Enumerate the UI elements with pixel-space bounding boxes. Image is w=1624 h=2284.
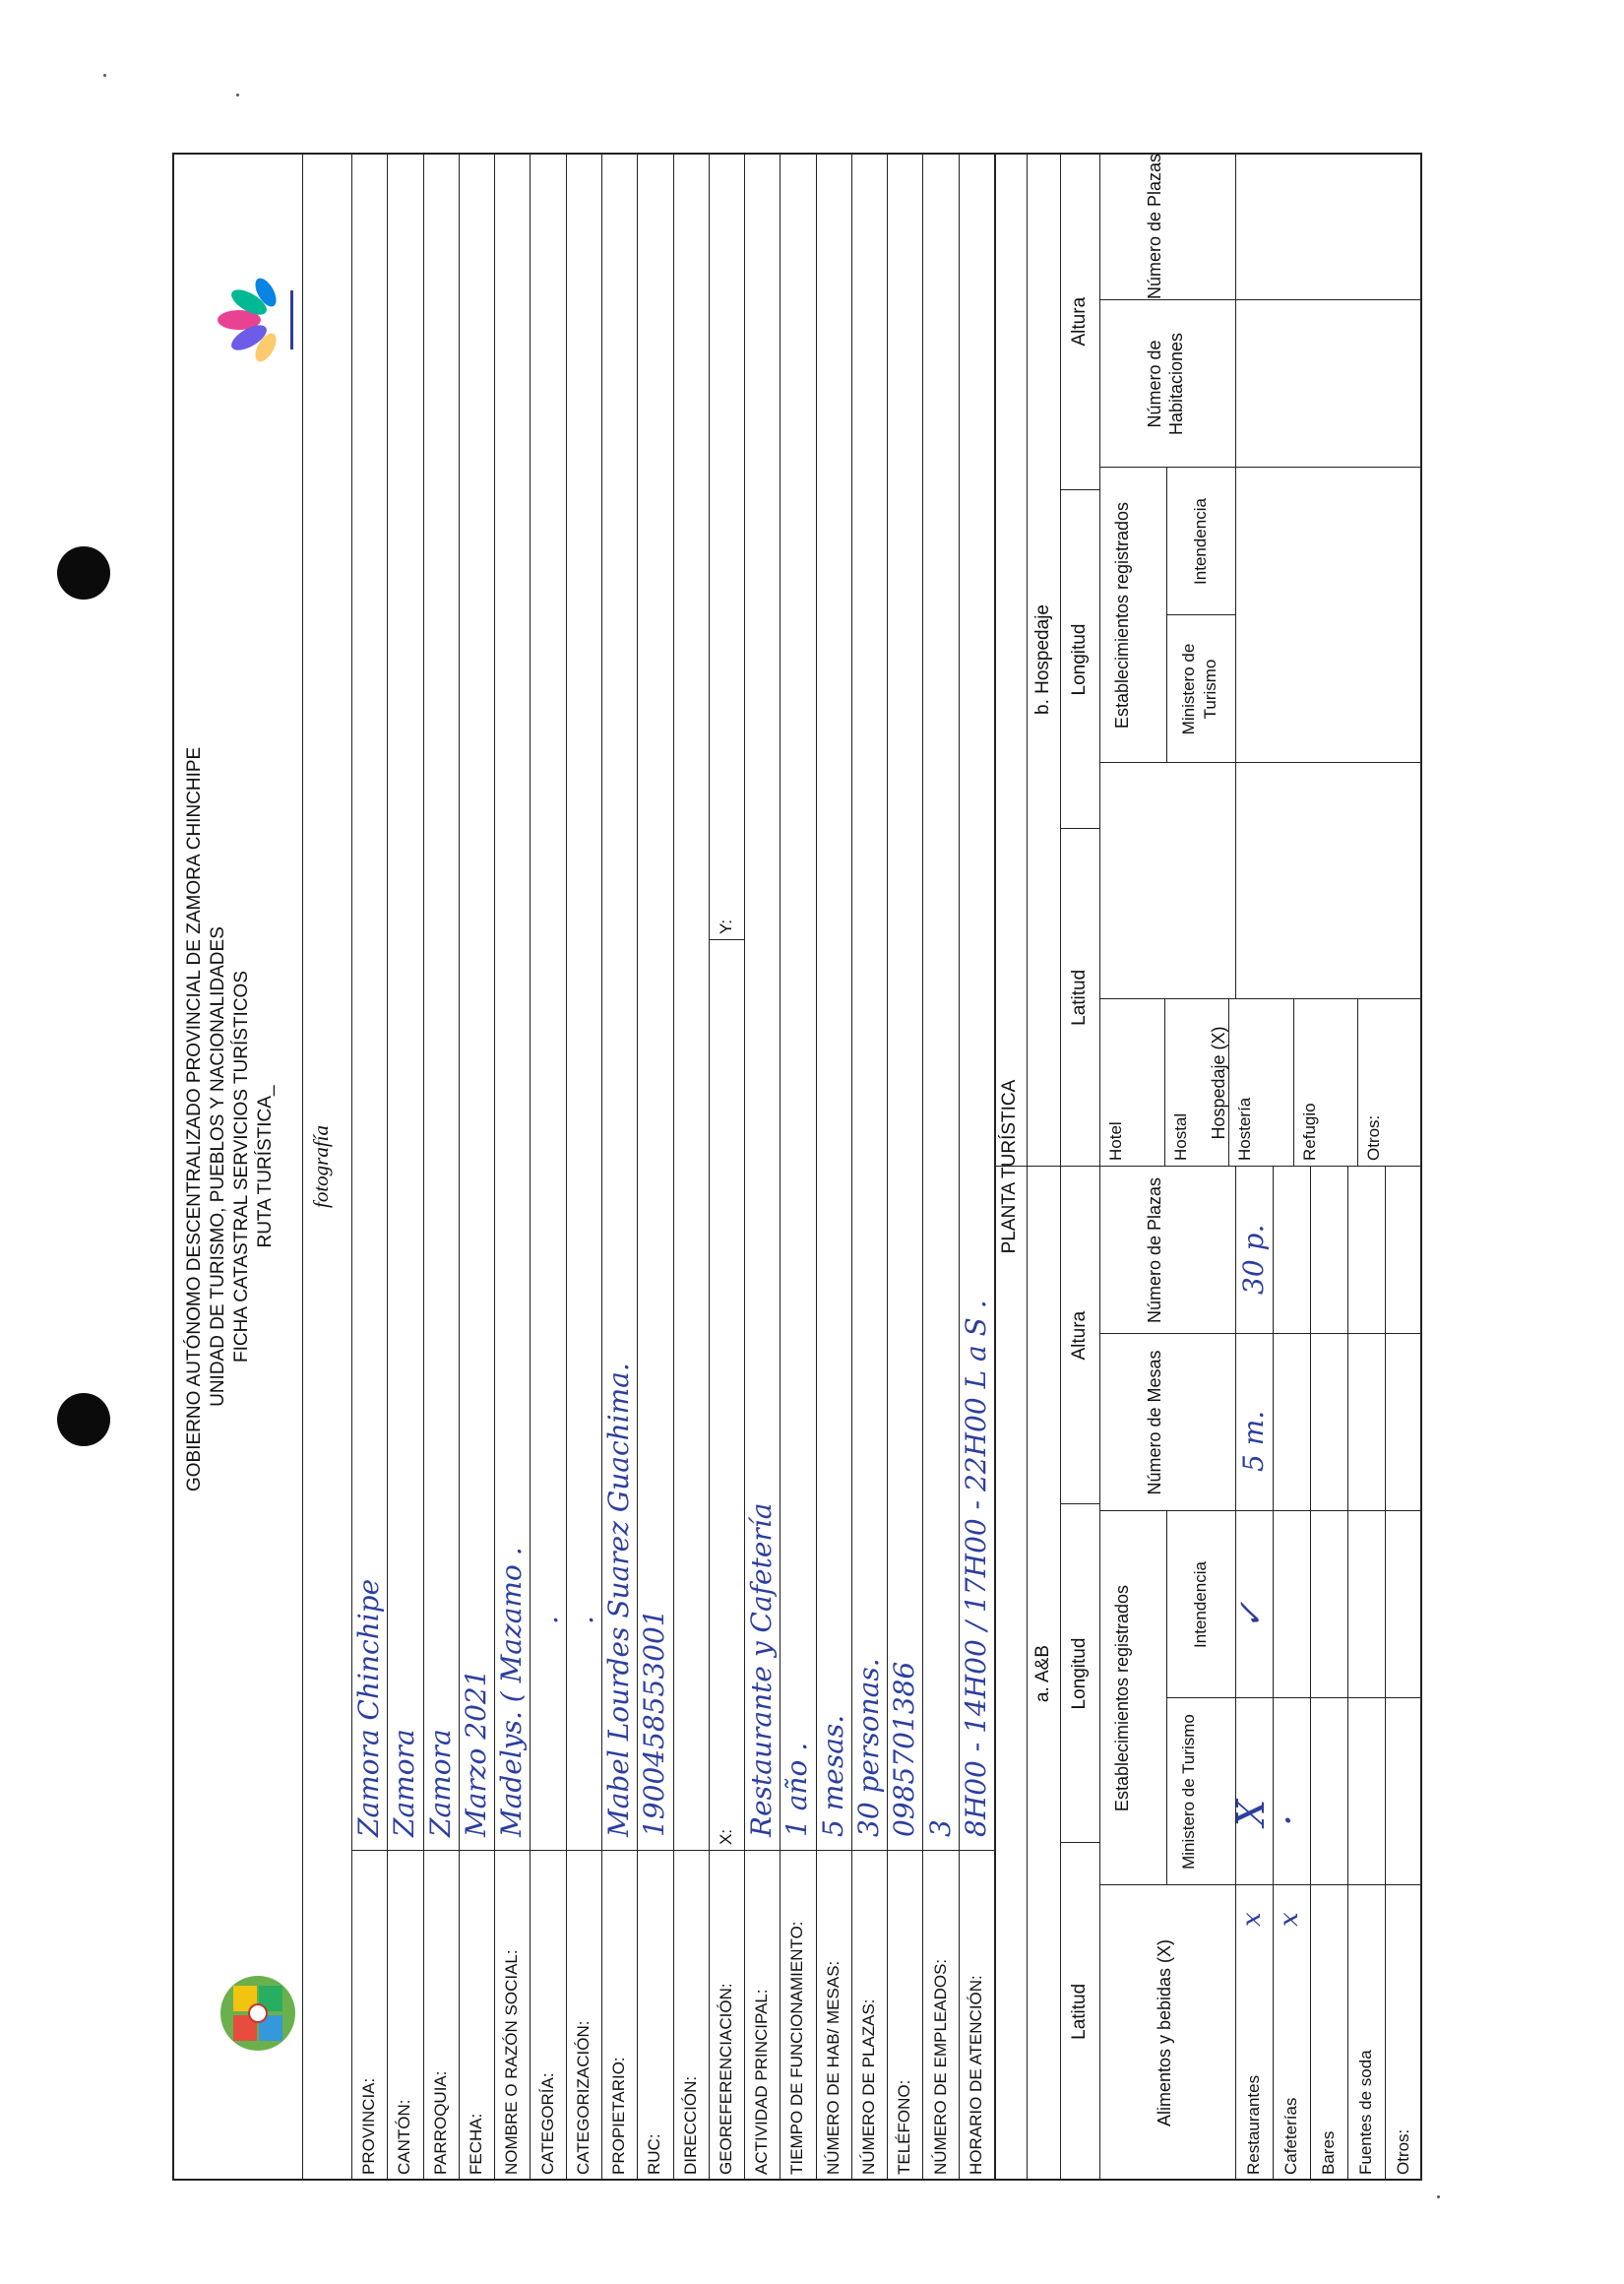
row-divider [1273, 1167, 1274, 2181]
field-label-17: HORARIO DE ATENCIÓN: [966, 1975, 985, 2175]
row-divider [780, 153, 781, 2181]
row-divider [494, 153, 495, 2181]
field-label-12: TIEMPO DE FUNCIONAMIENTO: [787, 1921, 807, 2175]
grid-line [1166, 1511, 1167, 1885]
field-value-8: 1900458553001 [638, 1609, 671, 1837]
row-divider [709, 153, 710, 2181]
ab-row-mark-0: x [1237, 1912, 1267, 1927]
grid-line [1099, 1884, 1422, 1885]
ab-row-min-1: · [1267, 1813, 1310, 1826]
field-label-2: PARROQUIA: [430, 2070, 450, 2175]
ab-row-label-3: Fuentes de soda [1356, 2050, 1375, 2175]
field-value-17: 8H00 - 14H00 / 17H00 - 22H00 L a S . [959, 1300, 992, 1837]
row-divider [637, 153, 638, 2181]
hosp-coord-2: Altura [1069, 296, 1090, 347]
provincial-seal-logo [214, 1964, 302, 2062]
grid-line [1099, 762, 1422, 763]
field-label-0: PROVINCIA: [359, 2077, 379, 2175]
field-label-7: PROPIETARIO: [609, 2057, 629, 2175]
row-divider [1347, 1167, 1348, 2181]
divider [1235, 1167, 1236, 2181]
row-divider [530, 153, 531, 2181]
field-label-8: RUC: [645, 2133, 664, 2175]
row-divider [1310, 1167, 1311, 2181]
field-label-16: NÚMERO DE EMPLEADOS: [930, 1958, 950, 2175]
ab-col-estab: Establecimientos registrados [1112, 1584, 1132, 1812]
ab-row-label-4: Otros: [1394, 2128, 1412, 2175]
field-value-13: 5 mesas. [816, 1714, 849, 1837]
hosp-row-label-2: Hostería [1235, 1097, 1255, 1161]
field-label-15: TELÉFONO: [895, 2079, 914, 2175]
coord-divider [1060, 1503, 1099, 1504]
row-divider [601, 153, 602, 2181]
field-value-3: Marzo 2021 [459, 1669, 492, 1837]
field-label-9: DIRECCIÓN: [680, 2075, 700, 2175]
row-divider [1385, 1167, 1386, 2181]
divider [1027, 153, 1028, 2181]
row-divider [887, 153, 888, 2181]
speck [103, 74, 106, 77]
field-value-11: Restaurante y Cafetería [745, 1502, 779, 1837]
row-divider [816, 153, 817, 2181]
divider [1235, 153, 1236, 999]
divider [1060, 153, 1061, 2181]
field-label-1: CANTÓN: [395, 2099, 414, 2175]
hosp-row-label-4: Otros: [1364, 1114, 1384, 1161]
field-label-11: ACTIVIDAD PRINCIPAL: [752, 1989, 772, 2175]
hosp-coord-0: Latitud [1069, 969, 1090, 1026]
form-title: FICHA CATASTRAL SERVICIOS TURÍSTICOS [231, 970, 252, 1364]
ab-row-plazas-0: 30 p. [1237, 1224, 1270, 1295]
ab-col-mesas: Número de Mesas [1145, 1350, 1164, 1495]
field-value-15: 0985701386 [888, 1661, 921, 1837]
hosp-col-plazas: Número de Plazas [1145, 153, 1164, 300]
field-label-14: NÚMERO DE PLAZAS: [859, 1998, 879, 2175]
geo-y-label: Y: [716, 919, 735, 934]
divider [351, 153, 352, 2181]
coord-divider [1060, 1842, 1099, 1843]
divider [1099, 153, 1100, 2181]
unit-title: UNIDAD DE TURISMO, PUEBLOS Y NACIONALIDADES [208, 926, 228, 1407]
field-label-5: CATEGORÍA: [537, 2072, 557, 2175]
photo-label: fotografía [309, 1125, 333, 1209]
hosp-coord-1: Longitud [1069, 623, 1090, 696]
row-divider [673, 153, 674, 2181]
field-label-10: GEOREFERENCIACIÓN: [716, 1983, 735, 2175]
ab-title: a. A&B [1032, 1644, 1053, 1703]
grid-line [1166, 468, 1167, 763]
speck [236, 94, 239, 96]
punch-hole-bottom [57, 1393, 110, 1446]
ab-col-main: Alimentos y bebidas (X) [1155, 1938, 1174, 2127]
ab-row-label-1: Cafeterías [1281, 2097, 1300, 2175]
hosp-col-min: Ministero de Turismo [1179, 643, 1219, 735]
field-value-16: 3 [923, 1819, 957, 1837]
row-divider [566, 153, 567, 2181]
divider [302, 153, 303, 2181]
hosp-row-label-0: Hotel [1106, 1121, 1125, 1161]
field-value-7: Mabel Lourdes Suarez Guachima. [602, 1363, 636, 1837]
divider [994, 153, 996, 2181]
planta-title: PLANTA TURÍSTICA [999, 1079, 1020, 1254]
row-divider [1357, 999, 1358, 1167]
hosp-col-estab: Establecimientos registrados [1112, 501, 1132, 730]
field-value-0: Zamora Chinchipe [352, 1578, 386, 1837]
ab-col-min: Ministero de Turismo [1179, 1714, 1198, 1870]
banner-title: GOBIERNO AUTÓNOMO DESCENTRALIZADO PROVINCIAL DE ZAMORA CHINCHIPE [184, 746, 205, 1491]
coord-divider [1060, 828, 1099, 829]
field-value-1: Zamora [388, 1729, 421, 1837]
coord-divider [1060, 489, 1099, 490]
ab-row-mark-1: x [1275, 1912, 1304, 1927]
row-divider [387, 153, 388, 2181]
field-value-4: Madelys. ( Mazamo . [495, 1547, 529, 1837]
ab-row-min-0: X [1229, 1799, 1273, 1826]
field-label-6: CATEGORIZACIÓN: [573, 2020, 593, 2175]
hosp-title: b. Hospedaje [1032, 604, 1053, 715]
hosp-col-hab: Número de Habitaciones [1145, 332, 1186, 436]
geo-x-label: X: [716, 1828, 735, 1845]
ab-coord-0: Latitud [1069, 1983, 1090, 2040]
row-divider [423, 153, 424, 2181]
row-divider [1164, 999, 1165, 1167]
form-sheet [172, 153, 1422, 2181]
ab-row-int-0: ✓ [1231, 1601, 1271, 1629]
ab-col-plazas: Número de Plazas [1145, 1176, 1164, 1324]
field-value-2: Zamora [423, 1729, 457, 1837]
field-value-14: 30 personas. [852, 1658, 886, 1837]
field-value-12: 1 año . [781, 1742, 814, 1837]
row-divider [1293, 999, 1294, 1167]
hosp-col-int: Intendencia [1191, 498, 1210, 585]
row-divider [459, 153, 460, 2181]
field-value-6: . [566, 1616, 599, 1624]
hosp-col-main: Hospedaje (X) [1209, 1026, 1228, 1140]
speck [1437, 2195, 1440, 2198]
row-divider [922, 153, 923, 2181]
ab-coord-1: Longitud [1069, 1637, 1090, 1710]
hosp-row-label-1: Hostal [1170, 1112, 1190, 1161]
ab-col-int: Intendencia [1191, 1561, 1210, 1648]
geo-divider [709, 939, 744, 940]
grid-line [1099, 998, 1422, 999]
hosp-row-label-3: Refugio [1299, 1103, 1319, 1161]
field-label-3: FECHA: [466, 2113, 485, 2175]
row-divider [851, 153, 852, 2181]
ab-row-label-2: Bares [1319, 2130, 1338, 2175]
row-divider [744, 153, 745, 2181]
field-label-4: NOMBRE O RAZÓN SOCIAL: [502, 1949, 522, 2175]
tourism-flower-logo [212, 261, 310, 379]
row-divider [1228, 999, 1229, 1167]
punch-hole-top [57, 546, 110, 600]
ab-row-mesas-0: 5 m. [1237, 1410, 1270, 1472]
ab-coord-2: Altura [1069, 1310, 1090, 1361]
route-title: RUTA TURÍSTICA_ [255, 1085, 276, 1248]
row-divider [959, 153, 960, 2181]
field-value-5: . [531, 1616, 564, 1624]
ab-row-label-0: Restaurantes [1244, 2074, 1263, 2175]
field-label-13: NÚMERO DE HAB/ MESAS: [823, 1960, 843, 2175]
